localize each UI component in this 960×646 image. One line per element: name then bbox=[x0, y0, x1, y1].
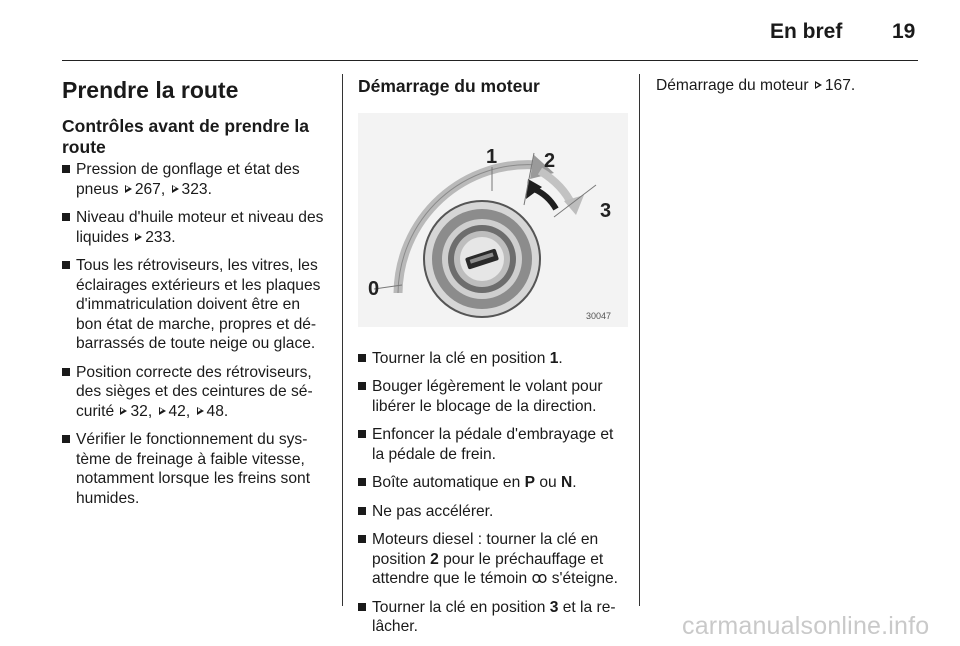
bullet-icon bbox=[62, 435, 70, 443]
page-ref-icon bbox=[125, 185, 132, 193]
bullet-icon bbox=[358, 507, 366, 515]
column-2 bbox=[358, 76, 626, 646]
bullet-icon bbox=[62, 261, 70, 269]
column-1 bbox=[62, 76, 327, 517]
section-title: Démarrage du moteur bbox=[358, 76, 540, 96]
page-ref-icon bbox=[159, 407, 166, 415]
list-item: Niveau d'huile moteur et niveau des liquides 233. bbox=[62, 208, 327, 247]
list-item: Bouger légèrement le volant pour libérer le blocage de la direction. bbox=[358, 377, 626, 416]
page-ref-icon bbox=[815, 81, 822, 89]
list-item: Ne pas accélérer. bbox=[358, 502, 626, 522]
page-ref-icon bbox=[135, 233, 142, 241]
page-ref-link[interactable]: 32 bbox=[130, 402, 148, 420]
page-number: 19 bbox=[892, 20, 916, 43]
instruction-list bbox=[358, 349, 626, 637]
cross-reference: Démarrage du moteur 167. bbox=[656, 77, 856, 94]
ignition-illustration bbox=[358, 113, 628, 327]
header-divider bbox=[62, 60, 918, 61]
page-ref-icon bbox=[197, 407, 204, 415]
bullet-icon bbox=[358, 354, 366, 362]
bullet-icon bbox=[358, 382, 366, 390]
page-ref-link[interactable]: 48 bbox=[206, 402, 224, 420]
position-label: 1 bbox=[486, 146, 498, 168]
position-label: 3 bbox=[600, 200, 612, 222]
list-item: Tourner la clé en position 1. bbox=[358, 349, 626, 369]
page-ref-link[interactable]: 233 bbox=[145, 228, 172, 246]
list-item: Moteurs diesel : tourner la clé en position 2 pour le préchauffage et attendre que le témoin ꝏ s'éteigne. bbox=[358, 530, 626, 589]
position-label: 2 bbox=[544, 150, 556, 172]
column-divider-2 bbox=[639, 74, 640, 606]
list-item: Pression de gonflage et état des pneus 267, 323. bbox=[62, 160, 327, 199]
page-ref-link[interactable]: 167 bbox=[824, 77, 851, 94]
page-ref-link[interactable]: 42 bbox=[168, 402, 186, 420]
list-item: Tourner la clé en position 3 et la relâcher. bbox=[358, 598, 626, 637]
list-item: Boîte automatique en P ou N. bbox=[358, 473, 626, 493]
watermark: carmanualsonline.info bbox=[682, 612, 930, 640]
page-ref-icon bbox=[120, 407, 127, 415]
list-item: Tous les rétroviseurs, les vitres, les éclairages extérieurs et les plaques d'immatriculation doivent être en bon état de marche, propres et débarrassés de toute neige ou glace. bbox=[62, 256, 327, 354]
bullet-icon bbox=[358, 603, 366, 611]
section-title: Prendre la route bbox=[62, 77, 239, 103]
figure-code: 30047 bbox=[586, 311, 612, 321]
column-3 bbox=[656, 76, 918, 96]
list-item: Position correcte des rétroviseurs, des sièges et des ceintures de sécurité 32, 42, 48. bbox=[62, 363, 327, 422]
list-item: Vérifier le fonctionnement du système de freinage à faible vitesse, notamment lorsque les freins sont humides. bbox=[62, 430, 327, 508]
position-label: 0 bbox=[368, 278, 380, 300]
bullet-icon bbox=[358, 478, 366, 486]
page-ref-link[interactable]: 323 bbox=[181, 180, 208, 198]
glow-plug-icon: ꝏ bbox=[531, 569, 548, 587]
subsection-title: Contrôles avant de prendre la route bbox=[62, 116, 310, 157]
checklist bbox=[62, 160, 327, 508]
bullet-icon bbox=[358, 535, 366, 543]
running-header: En bref bbox=[770, 20, 843, 43]
page-ref-icon bbox=[172, 185, 179, 193]
bullet-icon bbox=[62, 368, 70, 376]
list-item: Enfoncer la pédale d'embrayage et la pédale de frein. bbox=[358, 425, 626, 464]
column-divider-1 bbox=[342, 74, 343, 606]
page-ref-link[interactable]: 267 bbox=[134, 180, 161, 198]
bullet-icon bbox=[62, 213, 70, 221]
bullet-icon bbox=[62, 165, 70, 173]
bullet-icon bbox=[358, 430, 366, 438]
